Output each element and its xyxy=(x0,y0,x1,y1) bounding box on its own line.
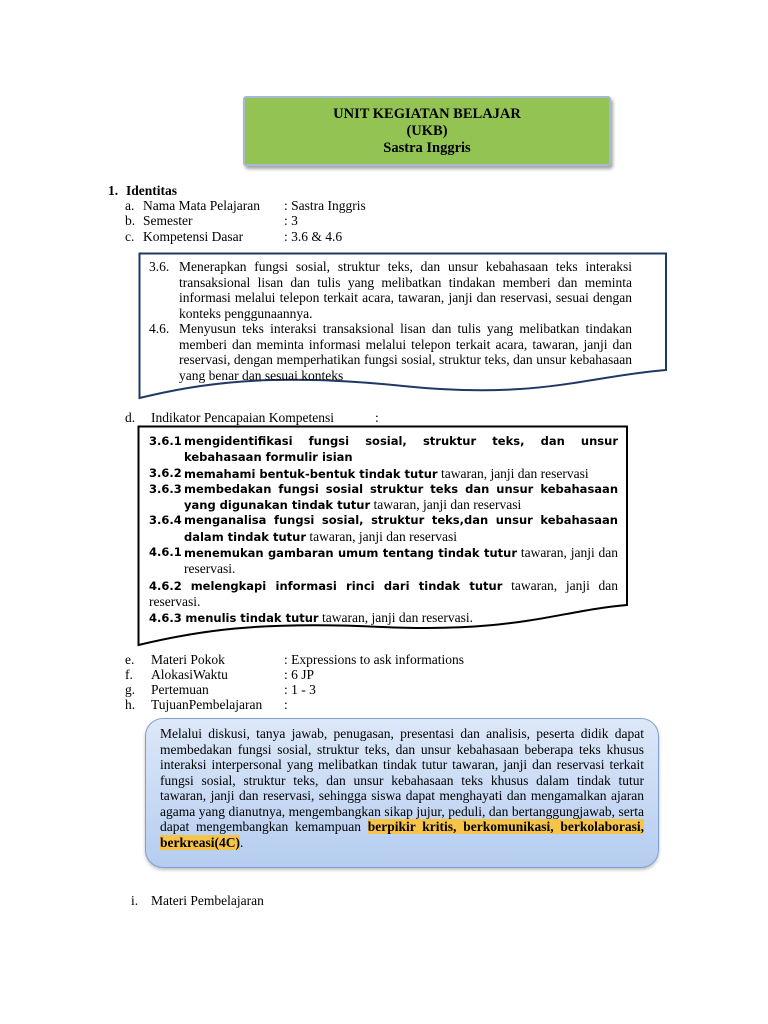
identity-letter: f. xyxy=(125,667,133,682)
identity-label: Semester xyxy=(143,213,193,228)
indikator-colon: : xyxy=(375,410,379,425)
materi-heading xyxy=(125,893,425,909)
identity-row xyxy=(125,697,605,713)
kompetensi-list xyxy=(149,259,632,383)
indikator-item xyxy=(149,545,618,578)
indikator-normal: tawaran, janji dan reservasi xyxy=(306,528,458,544)
indikator-bold: memahami bentuk-bentuk tindak tutur xyxy=(184,466,438,481)
indikator-number: 4.6.1 xyxy=(149,545,182,560)
indikator-normal: tawaran, janji dan reservasi. xyxy=(184,545,618,577)
tujuan-text xyxy=(160,726,644,850)
indikator-number: 4.6.2 xyxy=(149,578,182,593)
identity-label: TujuanPembelajaran xyxy=(151,697,263,712)
identity-label: AlokasiWaktu xyxy=(151,667,228,682)
indikator-number: 3.6.2 xyxy=(149,465,182,480)
tujuan-highlight: berpikir kritis, berkomunikasi, berkolaborasi, berkreasi(4C) xyxy=(160,819,644,850)
identity-row xyxy=(125,229,545,245)
indikator-item xyxy=(149,513,618,545)
indikator-normal: tawaran, janji dan reservasi xyxy=(437,465,589,481)
tujuan-end: . xyxy=(240,834,244,850)
indikator-item xyxy=(149,466,618,482)
identity-letter: e. xyxy=(125,652,135,667)
indikator-item xyxy=(149,434,618,466)
indikator-normal: tawaran, janji dan reservasi. xyxy=(149,577,619,609)
kompetensi-text: Menerapkan fungsi sosial, struktur teks, dan unsur kebahasaan teks interaksi transaksional lisan dan tulis yang melibatkan tindakan memberi dan meminta informasi melalui telepon terkait acara, tawaran, janji dan reservasi, sesuai dengan konteks penggunaannya. xyxy=(179,259,632,321)
identity-letter: c. xyxy=(125,229,135,244)
indikator-number: 4.6.3 xyxy=(149,611,182,626)
tujuan-body: Melalui diskusi, tanya jawab, penugasan, presentasi dan analisis, peserta didik dapat membedakan fungsi sosial, struktur teks, dan unsur kebahasaan beberapa teks khusus interaksi interpersonal yang melibatkan tindak tutur tawaran, janji dan reservasi terkait fungsi sosial, struktur teks, dan unsur kebahasaan teks khusus dalam tindak tutur tawaran, janji dan reservasi, sehingga siswa dapat menghayati dan mengamalkan ajaran agama yang dianutnya, mengembangkan sikap jujur, peduli, dan bertanggungjawab, serta dapat mengembangkan kemampuan xyxy=(160,726,644,834)
identity-value: : xyxy=(284,697,288,712)
indikator-label: Indikator Pencapaian Kompetensi xyxy=(151,410,334,425)
title-line-3: Sastra Inggris xyxy=(383,140,471,156)
identity-letter: a. xyxy=(125,198,135,213)
identity-letter: h. xyxy=(125,697,136,712)
kompetensi-number: 3.6. xyxy=(149,259,170,274)
materi-label: Materi Pembelajaran xyxy=(151,893,264,908)
indikator-bold: menulis tindak tutur xyxy=(185,611,319,626)
indikator-number: 3.6.4 xyxy=(149,513,182,528)
identity-value: : Sastra Inggris xyxy=(284,198,366,213)
indikator-bold: melengkapi informasi rinci dari tindak tutur xyxy=(190,578,503,593)
indikator-heading xyxy=(125,410,425,426)
identity-row xyxy=(125,652,605,668)
identity-value: : 6 JP xyxy=(284,667,315,682)
kompetensi-number: 4.6. xyxy=(149,321,170,336)
identity-value: : 1 - 3 xyxy=(284,682,316,697)
indikator-number: 3.6.1 xyxy=(149,434,182,448)
identity-letter: b. xyxy=(125,213,136,228)
identity-label: Nama Mata Pelajaran xyxy=(143,198,260,213)
indikator-bold: mengidentifikasi fungsi sosial, struktur teks, dan unsur kebahasaan formulir isian xyxy=(184,434,618,465)
indikator-bold: menemukan gambaran umum tentang tindak tutur xyxy=(184,546,518,561)
identity-value: : 3.6 & 4.6 xyxy=(284,229,343,244)
kompetensi-item xyxy=(149,321,632,383)
identity-value: : 3 xyxy=(284,213,298,228)
indikator-bold: menganalisa fungsi sosial, struktur teks,dan unsur kebahasaan dalam tindak tutur xyxy=(184,513,618,544)
title-line-2: (UKB) xyxy=(406,123,448,139)
kompetensi-item xyxy=(149,259,632,321)
identity-row xyxy=(125,198,545,214)
identity-row xyxy=(125,213,545,229)
indikator-letter: d. xyxy=(125,410,136,425)
indikator-item xyxy=(149,578,618,611)
kompetensi-text: Menyusun teks interaksi transaksional lisan dan tulis yang melibatkan tindakan memberi dan meminta informasi melalui telepon terkait acara, tawaran, janji dan reservasi, dengan memperhatikan fungsi sosial, struktur teks, dan unsur kebahasaan yang benar dan sesuai konteks xyxy=(179,321,632,383)
indikator-bold: membedakan fungsi sosial struktur teks dan unsur kebahasaan yang digunakan tindak tutur xyxy=(184,481,618,513)
indikator-number: 3.6.3 xyxy=(149,481,182,496)
section-title: Identitas xyxy=(126,183,178,198)
materi-letter: i. xyxy=(131,893,139,908)
title-box xyxy=(243,96,611,166)
identity-value: : Expressions to ask informations xyxy=(284,652,464,667)
section-number: 1. xyxy=(108,183,119,198)
title-line-1: UNIT KEGIATAN BELAJAR xyxy=(333,106,521,122)
indikator-normal: tawaran, janji dan reservasi xyxy=(370,497,522,513)
indikator-item xyxy=(149,482,618,514)
identity-label: Materi Pokok xyxy=(151,652,225,667)
identity-label: Kompetensi Dasar xyxy=(143,229,244,244)
identity-letter: g. xyxy=(125,682,136,697)
indikator-item xyxy=(149,610,618,626)
indikator-normal: tawaran, janji dan reservasi. xyxy=(318,610,474,626)
identity-row xyxy=(125,682,605,698)
identity-label: Pertemuan xyxy=(151,682,209,697)
indikator-list xyxy=(149,434,618,627)
identity-row xyxy=(125,667,605,683)
